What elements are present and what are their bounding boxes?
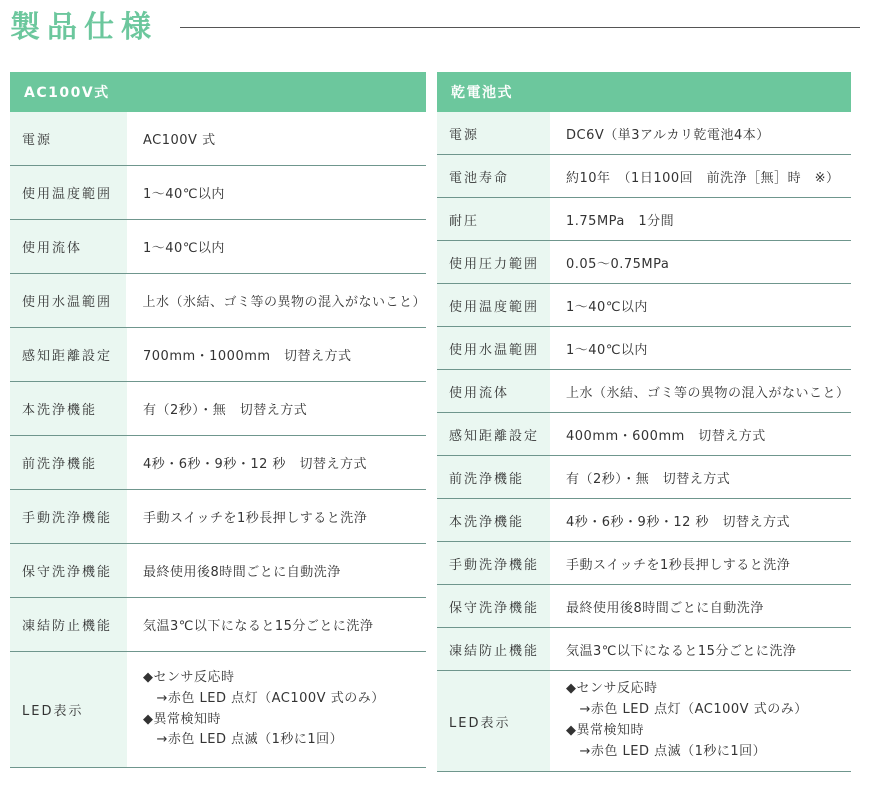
led-line: →赤色 LED 点滅（1秒に1回） [143, 732, 344, 748]
spec-value: 手動スイッチを1秒長押しすると洗浄 [127, 490, 426, 543]
spec-label: 電源 [437, 112, 550, 154]
led-line: ◆異常検知時 [143, 711, 221, 727]
table-row [10, 166, 426, 220]
spec-label: 電源 [10, 112, 127, 165]
spec-label: 使用流体 [10, 220, 127, 273]
led-line: →赤色 LED 点灯（AC100V 式のみ） [566, 702, 808, 718]
table-row [10, 598, 426, 652]
spec-value-multiline [550, 671, 851, 771]
led-line: ◆センサ反応時 [566, 681, 658, 697]
spec-value: 700mm・1000mm 切替え方式 [127, 328, 426, 381]
spec-value: 1〜40℃以内 [550, 284, 851, 326]
spec-value: 1.75MPa 1分間 [550, 198, 851, 240]
table-row [10, 382, 426, 436]
table-row [437, 413, 851, 456]
table-row [437, 327, 851, 370]
spec-value: 気温3℃以下になると15分ごとに洗浄 [127, 598, 426, 651]
table-row [10, 436, 426, 490]
table-row [10, 220, 426, 274]
spec-value: 4秒・6秒・9秒・12 秒 切替え方式 [127, 436, 426, 489]
spec-label: LED表示 [10, 652, 127, 767]
spec-label: 手動洗浄機能 [10, 490, 127, 543]
table-row [437, 585, 851, 628]
spec-value: DC6V（単3アルカリ乾電池4本） [550, 112, 851, 154]
title-divider-line [180, 27, 860, 28]
spec-value: 約10年 （1日100回 前洗浄［無］時 ※） [550, 155, 851, 197]
spec-label: 凍結防止機能 [437, 628, 550, 670]
table-row-led [437, 671, 851, 772]
spec-value: 最終使用後8時間ごとに自動洗浄 [127, 544, 426, 597]
spec-label: 本洗浄機能 [10, 382, 127, 435]
spec-value: 上水（氷結、ゴミ等の異物の混入がないこと） [126, 274, 426, 327]
table-row [10, 112, 426, 166]
spec-table-ac100v [10, 72, 426, 768]
spec-value: 上水（氷結、ゴミ等の異物の混入がないこと） [550, 370, 851, 412]
table-row [437, 456, 851, 499]
table-row [437, 499, 851, 542]
table-row [437, 241, 851, 284]
spec-label: 使用温度範囲 [437, 284, 550, 326]
table-row [437, 198, 851, 241]
spec-label: 感知距離設定 [10, 328, 127, 381]
table-row [10, 274, 426, 328]
spec-label: 使用流体 [437, 370, 550, 412]
spec-label: 使用水温範囲 [10, 274, 126, 327]
spec-label: 凍結防止機能 [10, 598, 127, 651]
spec-value: 4秒・6秒・9秒・12 秒 切替え方式 [550, 499, 851, 541]
led-line: →赤色 LED 点滅（1秒に1回） [566, 743, 767, 759]
table-row [437, 284, 851, 327]
spec-label: 保守洗浄機能 [437, 585, 550, 627]
spec-value: 有（2秒）・無 切替え方式 [550, 456, 851, 498]
table-row [10, 490, 426, 544]
led-line: ◆異常検知時 [566, 723, 644, 738]
spec-label: 感知距離設定 [437, 413, 550, 455]
spec-value: 最終使用後8時間ごとに自動洗浄 [550, 585, 851, 627]
spec-label: 使用水温範囲 [437, 327, 550, 369]
led-line: ◆センサ反応時 [143, 669, 235, 685]
spec-label: 使用温度範囲 [10, 166, 127, 219]
table-row-led [10, 652, 426, 768]
page-title: 製品仕様 [10, 9, 158, 45]
spec-value: 1〜40℃以内 [127, 220, 426, 273]
spec-tables-container [10, 72, 871, 772]
spec-value: 有（2秒）・無 切替え方式 [127, 382, 426, 435]
spec-label: 電池寿命 [437, 155, 550, 197]
table-row [437, 112, 851, 155]
spec-table-battery [437, 72, 851, 772]
table-row [437, 628, 851, 671]
spec-value: 400mm・600mm 切替え方式 [550, 413, 851, 455]
table-row [10, 544, 426, 598]
table-row [437, 542, 851, 585]
spec-label: 使用圧力範囲 [437, 241, 550, 283]
table-header-battery: 乾電池式 [437, 72, 851, 112]
spec-label: 前洗浄機能 [437, 456, 550, 498]
spec-value: 気温3℃以下になると15分ごとに洗浄 [550, 628, 851, 670]
table-row [10, 328, 426, 382]
table-row [437, 155, 851, 198]
spec-label: 保守洗浄機能 [10, 544, 127, 597]
spec-label: 前洗浄機能 [10, 436, 127, 489]
spec-value-multiline [127, 652, 426, 767]
spec-value: 1〜40℃以内 [127, 166, 426, 219]
spec-value: 1〜40℃以内 [550, 327, 851, 369]
table-row [437, 370, 851, 413]
spec-value: 手動スイッチを1秒長押しすると洗浄 [550, 542, 851, 584]
spec-value: AC100V 式 [127, 112, 426, 165]
title-row [0, 0, 871, 46]
led-line: →赤色 LED 点灯（AC100V 式のみ） [143, 690, 385, 706]
spec-label: 手動洗浄機能 [437, 542, 550, 584]
spec-label: 本洗浄機能 [437, 499, 550, 541]
spec-label: 耐圧 [437, 198, 550, 240]
spec-label: LED表示 [437, 671, 550, 771]
table-header-ac100v: AC100V式 [10, 72, 426, 112]
spec-value: 0.05〜0.75MPa [550, 241, 851, 283]
